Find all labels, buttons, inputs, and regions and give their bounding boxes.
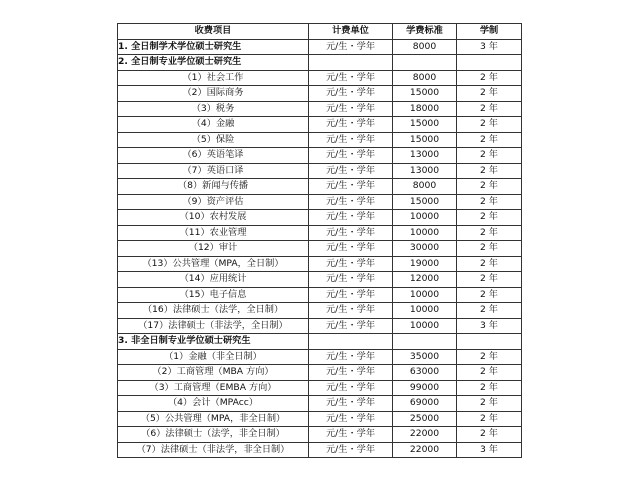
unit-cell: 元/生・学年: [309, 179, 393, 195]
fee-item-cell: （3）工商管理（EMBA 方向）: [118, 380, 309, 396]
length-cell: 2 年: [457, 411, 522, 427]
length-cell: 2 年: [457, 117, 522, 133]
table-row: [118, 194, 522, 210]
header-unit: 计费单位: [309, 24, 393, 40]
fee-item-cell: （10）农村发展: [118, 210, 309, 226]
fee-item-cell: （7）英语口译: [118, 163, 309, 179]
fee-item-cell: （8）新闻与传播: [118, 179, 309, 195]
table-row: [118, 318, 522, 334]
fee-cell: 25000: [393, 411, 457, 427]
section-row: [118, 334, 522, 350]
fee-cell: 35000: [393, 349, 457, 365]
table-row: [118, 117, 522, 133]
length-cell: 2 年: [457, 272, 522, 288]
unit-cell: 元/生・学年: [309, 303, 393, 319]
fee-item-cell: （11）农业管理: [118, 225, 309, 241]
unit-cell: 元/生・学年: [309, 287, 393, 303]
table-row: [118, 86, 522, 102]
unit-cell: 元/生・学年: [309, 411, 393, 427]
fee-cell: 15000: [393, 132, 457, 148]
fee-item-cell: （2）国际商务: [118, 86, 309, 102]
unit-cell: 元/生・学年: [309, 194, 393, 210]
header-item: 收费项目: [118, 24, 309, 40]
fee-cell: 12000: [393, 272, 457, 288]
length-cell: 2 年: [457, 70, 522, 86]
fee-cell: 15000: [393, 194, 457, 210]
table-row: [118, 349, 522, 365]
length-cell: 2 年: [457, 194, 522, 210]
length-cell: 2 年: [457, 86, 522, 102]
table-row: [118, 272, 522, 288]
unit-cell: 元/生・学年: [309, 318, 393, 334]
fee-item-cell: （14）应用统计: [118, 272, 309, 288]
length-cell: 2 年: [457, 179, 522, 195]
table-row: [118, 365, 522, 381]
table-row: [118, 70, 522, 86]
fee-item-cell: （4）会计（MPAcc）: [118, 396, 309, 412]
table-header-row: [118, 24, 522, 40]
unit-cell: 元/生・学年: [309, 101, 393, 117]
table-row: [118, 163, 522, 179]
tuition-fee-table: [117, 23, 522, 458]
unit-cell: 元/生・学年: [309, 272, 393, 288]
length-cell: 3 年: [457, 39, 522, 55]
unit-cell: 元/生・学年: [309, 427, 393, 443]
table-row: [118, 210, 522, 226]
fee-item-cell: （5）公共管理（MPA，非全日制）: [118, 411, 309, 427]
header-fee: 学费标准: [393, 24, 457, 40]
fee-cell: 13000: [393, 148, 457, 164]
unit-cell: 元/生・学年: [309, 380, 393, 396]
fee-item-cell: （5）保险: [118, 132, 309, 148]
length-cell: 2 年: [457, 349, 522, 365]
unit-cell: 元/生・学年: [309, 117, 393, 133]
fee-cell: 10000: [393, 287, 457, 303]
fee-item-cell: （4）金融: [118, 117, 309, 133]
length-cell: 2 年: [457, 241, 522, 257]
length-cell: 2 年: [457, 303, 522, 319]
table-row: [118, 396, 522, 412]
table-row: [118, 179, 522, 195]
unit-cell: 元/生・学年: [309, 396, 393, 412]
table-row: [118, 148, 522, 164]
length-cell: 2 年: [457, 225, 522, 241]
fee-cell: 63000: [393, 365, 457, 381]
length-cell: [457, 55, 522, 71]
fee-cell: 8000: [393, 70, 457, 86]
length-cell: [457, 334, 522, 350]
unit-cell: 元/生・学年: [309, 256, 393, 272]
fee-item-cell: （2）工商管理（MBA 方向）: [118, 365, 309, 381]
unit-cell: 元/生・学年: [309, 442, 393, 458]
fee-cell: 22000: [393, 442, 457, 458]
length-cell: 3 年: [457, 318, 522, 334]
length-cell: 2 年: [457, 163, 522, 179]
fee-item-cell: （12）审计: [118, 241, 309, 257]
fee-item-cell: （13）公共管理（MPA，全日制）: [118, 256, 309, 272]
unit-cell: [309, 334, 393, 350]
length-cell: 2 年: [457, 365, 522, 381]
unit-cell: 元/生・学年: [309, 225, 393, 241]
fee-cell: 69000: [393, 396, 457, 412]
fee-item-cell: （17）法律硕士（非法学，全日制）: [118, 318, 309, 334]
length-cell: 2 年: [457, 396, 522, 412]
length-cell: 3 年: [457, 442, 522, 458]
fee-cell: 13000: [393, 163, 457, 179]
fee-item-cell: （3）税务: [118, 101, 309, 117]
table-row: [118, 442, 522, 458]
fee-cell: 8000: [393, 39, 457, 55]
fee-cell: [393, 55, 457, 71]
fee-cell: 99000: [393, 380, 457, 396]
table-row: [118, 411, 522, 427]
fee-cell: 10000: [393, 318, 457, 334]
table-row: [118, 380, 522, 396]
table-row: [118, 256, 522, 272]
length-cell: 2 年: [457, 210, 522, 226]
fee-cell: 10000: [393, 225, 457, 241]
fee-cell: [393, 334, 457, 350]
fee-cell: 18000: [393, 101, 457, 117]
unit-cell: 元/生・学年: [309, 39, 393, 55]
fee-cell: 15000: [393, 86, 457, 102]
unit-cell: 元/生・学年: [309, 132, 393, 148]
unit-cell: 元/生・学年: [309, 148, 393, 164]
fee-cell: 15000: [393, 117, 457, 133]
fee-cell: 22000: [393, 427, 457, 443]
fee-cell: 30000: [393, 241, 457, 257]
fee-cell: 10000: [393, 210, 457, 226]
fee-cell: 10000: [393, 303, 457, 319]
unit-cell: 元/生・学年: [309, 349, 393, 365]
table-row: [118, 287, 522, 303]
table-row: [118, 132, 522, 148]
fee-cell: 19000: [393, 256, 457, 272]
table-row: [118, 303, 522, 319]
length-cell: 2 年: [457, 380, 522, 396]
fee-item-cell: （9）资产评估: [118, 194, 309, 210]
unit-cell: 元/生・学年: [309, 210, 393, 226]
fee-item-cell: 3. 非全日制专业学位硕士研究生: [118, 334, 309, 350]
unit-cell: 元/生・学年: [309, 241, 393, 257]
table-row: [118, 101, 522, 117]
fee-item-cell: （1）社会工作: [118, 70, 309, 86]
table-body: [118, 39, 522, 458]
fee-item-cell: （16）法律硕士（法学，全日制）: [118, 303, 309, 319]
fee-item-cell: （7）法律硕士（非法学，非全日制）: [118, 442, 309, 458]
fee-item-cell: （1）金融（非全日制）: [118, 349, 309, 365]
header-length: 学制: [457, 24, 522, 40]
section-row: [118, 55, 522, 71]
table-row: [118, 225, 522, 241]
unit-cell: 元/生・学年: [309, 70, 393, 86]
length-cell: 2 年: [457, 132, 522, 148]
length-cell: 2 年: [457, 256, 522, 272]
unit-cell: [309, 55, 393, 71]
fee-item-cell: （6）法律硕士（法学，非全日制）: [118, 427, 309, 443]
unit-cell: 元/生・学年: [309, 163, 393, 179]
table-row: [118, 241, 522, 257]
section-row: [118, 39, 522, 55]
unit-cell: 元/生・学年: [309, 86, 393, 102]
length-cell: 2 年: [457, 427, 522, 443]
fee-item-cell: （6）英语笔译: [118, 148, 309, 164]
length-cell: 2 年: [457, 101, 522, 117]
unit-cell: 元/生・学年: [309, 365, 393, 381]
length-cell: 2 年: [457, 287, 522, 303]
fee-item-cell: 2. 全日制专业学位硕士研究生: [118, 55, 309, 71]
table-row: [118, 427, 522, 443]
fee-item-cell: （15）电子信息: [118, 287, 309, 303]
length-cell: 2 年: [457, 148, 522, 164]
fee-cell: 8000: [393, 179, 457, 195]
fee-item-cell: 1. 全日制学术学位硕士研究生: [118, 39, 309, 55]
